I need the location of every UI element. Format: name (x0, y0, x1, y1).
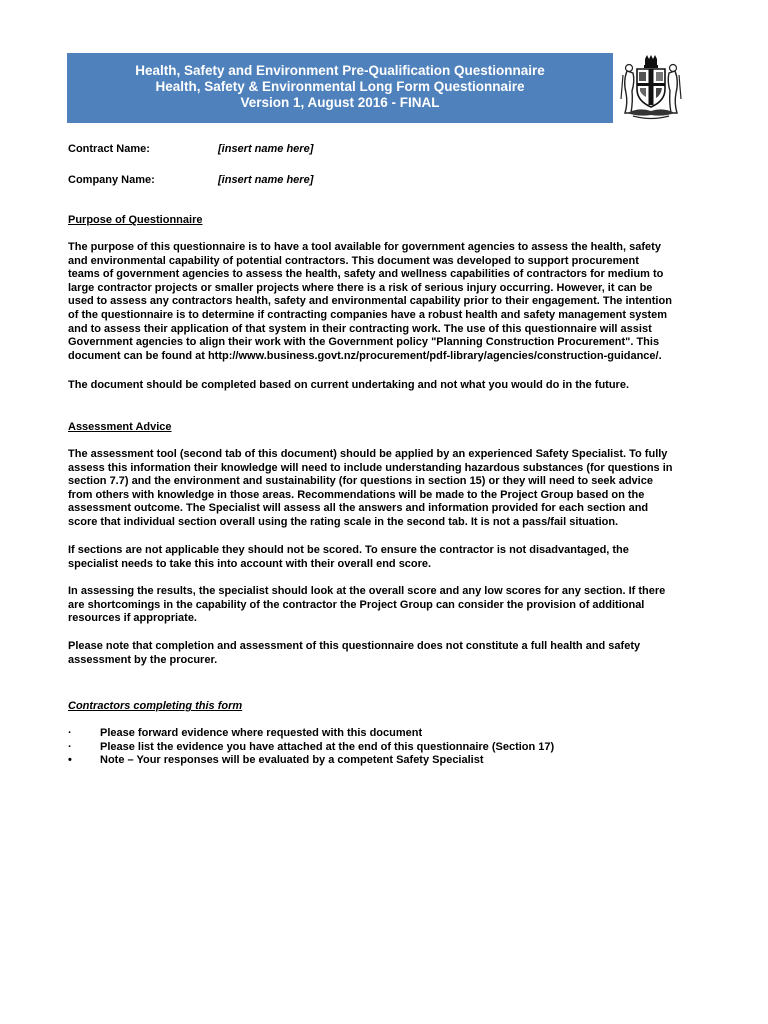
text-line: and environmental capability of potential contractors. This document was developed to support procurement (68, 254, 639, 267)
contractor-instructions-list (68, 727, 554, 768)
list-item (68, 727, 554, 741)
assessment-paragraph-2 (68, 544, 708, 571)
nz-coat-of-arms-icon (619, 55, 683, 121)
text-line: If sections are not applicable they should not be scored. To ensure the contractor is not disadvantaged, the (68, 544, 629, 556)
contract-name-row (68, 143, 313, 156)
contract-name-label: Contract Name: (68, 143, 150, 155)
text-line: In assessing the results, the specialist should look at the overall score and any low scores for any section. If there (68, 585, 666, 597)
title-banner (67, 53, 613, 123)
company-name-row (68, 174, 313, 187)
company-name-label: Company Name: (68, 174, 155, 186)
text-line: score that individual section overall using the rating scale in the second tab. It is not a pass/fail situation. (68, 515, 619, 528)
purpose-paragraph-1 (68, 241, 708, 363)
list-item-text: Please list the evidence you have attached at the end of this questionnaire (Section 17) (100, 740, 555, 753)
assessment-paragraph-3 (68, 585, 708, 626)
text-line: Government agencies to align their work with the Government policy "Planning Construction Procurement". This (68, 336, 660, 349)
text-line: document can be found at http://www.business.govt.nz/procurement/pdf-library/agencies/construction-guidance/. (68, 349, 662, 362)
text-line: The purpose of this questionnaire is to have a tool available for government agencies to assess the health, safety (68, 241, 661, 253)
text-line: Please note that completion and assessment of this questionnaire does not constitute a full health and safety (68, 640, 641, 652)
company-name-value: [insert name here] (218, 174, 314, 186)
text-line: are shortcomings in the capability of the contractor the Project Group can consider the provision of additional (68, 598, 645, 611)
purpose-heading: Purpose of Questionnaire (68, 214, 203, 226)
text-line: assess this information their knowledge will need to include understanding hazardous substances (for questions in (68, 461, 673, 474)
text-line: used to assess any contractors health, safety and environmental capability prior to their engagement. The intention (68, 295, 672, 308)
text-line: from others with knowledge in those areas. Recommendations will be made to the Project Group based on the (68, 488, 645, 501)
list-item-text: Note – Your responses will be evaluated by a competent Safety Specialist (100, 754, 484, 767)
list-item (68, 754, 554, 768)
assessment-paragraph-4 (68, 640, 708, 667)
assessment-paragraph-1 (68, 448, 708, 530)
title-line-2: Health, Safety & Environmental Long Form Questionnaire (155, 79, 525, 94)
text-line: of the questionnaire is to determine if contracting companies have a robust health and safety management system (68, 308, 668, 321)
contract-name-value: [insert name here] (218, 143, 314, 155)
assessment-heading: Assessment Advice (68, 421, 172, 433)
text-line: teams of government agencies to assess the health, safety and wellness capabilities of contractors for medium to (68, 268, 664, 281)
title-line-3: Version 1, August 2016 - FINAL (240, 95, 440, 110)
bullet-mark: · (68, 727, 72, 739)
text-line: specialist needs to take this into account with their overall end score. (68, 557, 432, 570)
text-line: resources if appropriate. (68, 612, 197, 625)
purpose-paragraph-2 (68, 379, 708, 393)
contractors-heading: Contractors completing this form (68, 700, 243, 712)
list-item-text: Please forward evidence where requested with this document (100, 727, 423, 739)
text-line: assessment outcome. The Specialist will assess all the answers and information provided for each section and (68, 502, 649, 515)
bullet-mark: · (68, 740, 72, 753)
text-line: section 7.7) and the environment and sustainability (for questions in section 15) or they will need to seek advice (68, 475, 653, 488)
text-line: assessment by the procurer. (68, 653, 218, 666)
text-line: The assessment tool (second tab of this document) should be applied by an experienced Safety Specialist. To fully (68, 448, 668, 460)
text-line: The document should be completed based on current undertaking and not what you would do in the future. (68, 379, 630, 391)
list-item (68, 741, 554, 755)
title-line-1: Health, Safety and Environment Pre-Qualification Questionnaire (135, 63, 545, 78)
text-line: and to assess their application of that system in their contracting work. The use of this questionnaire will assist (68, 322, 652, 335)
text-line: large contractor projects or smaller projects where there is a risk of serious injury occurring. However, it can be (68, 281, 653, 294)
bullet-mark: • (68, 754, 72, 767)
